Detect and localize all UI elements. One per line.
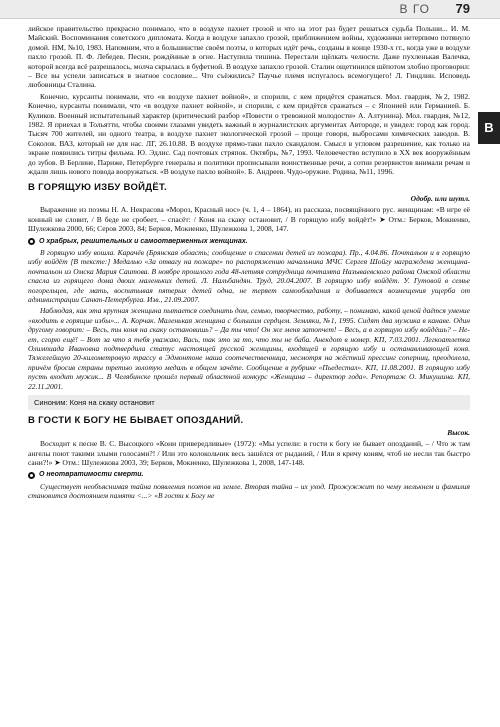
entry-heading-2: В ГОСТИ К БОГУ НЕ БЫВАЕТ ОПОЗДАНИЙ. (28, 415, 244, 427)
meaning-text-2: О неотвратимости смерти. (39, 471, 144, 479)
intro-paragraph: лийское правительство прекрасно понимало, что в воздухе пахнет грозой и что на этот раз будет решаться судьба Польши... И. М. Майский. Воспоминания советского дипломата. Когда в воздухе запахло грозой, приближением войны, художники нетерпимо потянуло домой. НМ, №10, 1983. Напомним, что в большинстве своём поэты, о которых идёт речь, созданы в конце 1930-х гг., когда уже в воздухе пахло грозой. П. Ф. Лебедев. Песни, рождённые в огне. Наступила тишина. Перестали щёлкать челюсти. Даже пухленькая Валечка, которой всегда всё разрешалось, молча скрылась в буфетной. В воздухе запахло грозой. Сталин ощетинился шёпотом злобно проговорил: – Все вы успели записаться в знатное сословие... Что съёжились? Паучье племя испугалось всемогущего! Л. Гиндлин. Исповедь любовницы Сталина. (28, 24, 470, 90)
page-number: 79 (455, 1, 470, 16)
circle-bullet-icon (28, 472, 35, 479)
entry-example-1a: В горящую избу вошла. Карачёв (Брянская область; сообщение о спасении детей из пожара). Пр., 4.04.86. Почтальон и в горящую избу войдёт [В тексте:] Медалью «За отвагу на пожаре» по распоряжению начальника МЧС Сергея Шойгу награждена женщина-почтальон из Омска Мария Саитова. В ноябре прошлого года 48-летняя сотрудница почтамта Называевского района Омской области спасла из горящего дома двоих маленьких детей. Л. Нальбандян. Труд, 20.04.2007. В горящую избу войдёт. У. Гутовой в семье погорельцев, где мать, воспитывая пятерых детей одна, не теряет самообладания и добивается возмещения ущерба от администрации Санкт-Петербурга. Изв., 21.09.2007. (28, 247, 470, 304)
entry-heading-1: В ГОРЯЩУЮ ИЗБУ ВОЙДЁТ. (28, 181, 167, 193)
entry-definition-2: Восходит к песне В. С. Высоцкого «Кони привередливые» (1972): «Мы успели: в гости к богу не бывает опозданий, – / Что ж там ангелы поют такими злыми голосами?! / Или это колокольчик весь зашёлся от рыданий, / Или я кричу коням, чтоб не несли так быстро сани?!» ➤ Отм.: Шулежкова 2003, 39; Берков, Мокиенко, Шулежкова 1, 2008, 147-148. (28, 439, 470, 468)
entry-definition-1: Выражение из поэмы Н. А. Некрасова «Мороз, Красный нос» (ч. 1, 4 – 1864), из рассказа, посвящённого рус. женщинам: «В игре её конный не словит, / В беде не сробеет, – спасёт: / Коня на скаку остановит, / В горящую избу войдёт!» ➤ Отм.: Берков, Мокиенко, Шулежкова 2000, 66; Серов 2003, 84; Берков, Мокиенко, Шулежкова 1, 2008, 147. (28, 205, 470, 234)
entry-example-2a: Существует необъяснимая тайна появления поэтов на земле. Вторая тайна – их уход. Прожужжит по чему мелькнем и фамилия становится достоянием памяти <...> «В гости к Богу не (28, 481, 470, 501)
intro-paragraph-2: Конечно, курсанты понимали, что «в воздухе пахнет войной», и спорили, с кем придётся сражаться. Мол. гвардия, №2, 1982. Конечно, курсанты понимали, что «в воздухе пахнет войной», и спорили, с кем придётся сражаться – с Японией или Германией. Б. Куликов. Военный испытательный характер (критический разбор «Повести о тревожной молодости» А. Алтунина). Мол. гвардия, №12, 1982. Я приехал в Тольятти, чтобы своими глазами увидеть важный в журналистских аргументах Автороде, и увидел: город как город. Тысяч 700 жителей, ни одного театра, в воздухе пахнет экологической грозой – проще говоря, выбросами химических заводов. В. Соколов. ВАЗ, который не для нас. ЛГ, 26.10.88. В воздухе прямо-таки пахло скандалом. Смысл в угловом разрешение, как только на экране появились титры фильма. Ю. Эдлис. Сад почтовых стряпок. Октябрь, №7, 1993. Человечество вступило в XX век вооружённым до зубов. В Берлине, Париже, Петербурге генералы и политики прописывали воинственные речи, а сотни резервистов внимали речам и ждали лишь нового повода вооружаться. «В воздухе пахло войной». Б. Андреев. Чудо-оружие. Родина, №11, 1996. (28, 91, 470, 177)
section-running-head: В ГО (399, 2, 430, 16)
alphabet-tab: В (478, 112, 500, 144)
meaning-subhead-2 (28, 470, 470, 479)
usage-note-1: Одобр. или шутл. (410, 193, 470, 203)
dictionary-page-content (28, 24, 470, 503)
usage-note-2: Высок. (447, 427, 470, 437)
circle-bullet-icon (28, 238, 35, 245)
meaning-text-1: О храбрых, решительных и самоотверженных женщинах. (39, 237, 248, 245)
entry-example-1b: Наблюдая, как эта крупная женщина пытается соединить дом, семью, творчество, работу, – понимаю, какой ценой даётся умение «входить в горящие избы»... А. Корчак. Маленькая женщина с большим сердцем. Земляки, №1, 1995. Сидят два мужика в канаве. Один другому говорит: – Весь, ты коня на скаку остановишь? – Да ты что! Он же меня затопчет! – Весь, а в горящую избу войдёшь? – Не-ет, сгорю ещё! – Вот за что я тебя уважаю, Вась, так это за то, что ты не баба. Анекдот в номер. КП, 7.03.2001. Легкоатлетка Олимпиада Ивановна подтвердила статус настоящей русской женщины, входящей в горящую избу и останавливающей коня. Тяжелейшую 20-километровую трассу в Эдмонтоне наша соотечественница, несмотря на жёсткий прессинг соперниц, преодолела, причём бросив страны третью золотую медаль в общем зачёте. Сообщение в рубрике «Пьедестал». КП, 11.08.2001. В горящую избу пусть входит мужик... В Челябинске прошёл первый областной конкурс «Женщина – директор года». Репортаж О. Микушина. КП, 22.11.2001. (28, 306, 470, 391)
meaning-subhead-1 (28, 237, 470, 246)
synonym-box: Синоним: Коня на скаку остановит (28, 395, 470, 410)
page-header-band (0, 0, 500, 19)
